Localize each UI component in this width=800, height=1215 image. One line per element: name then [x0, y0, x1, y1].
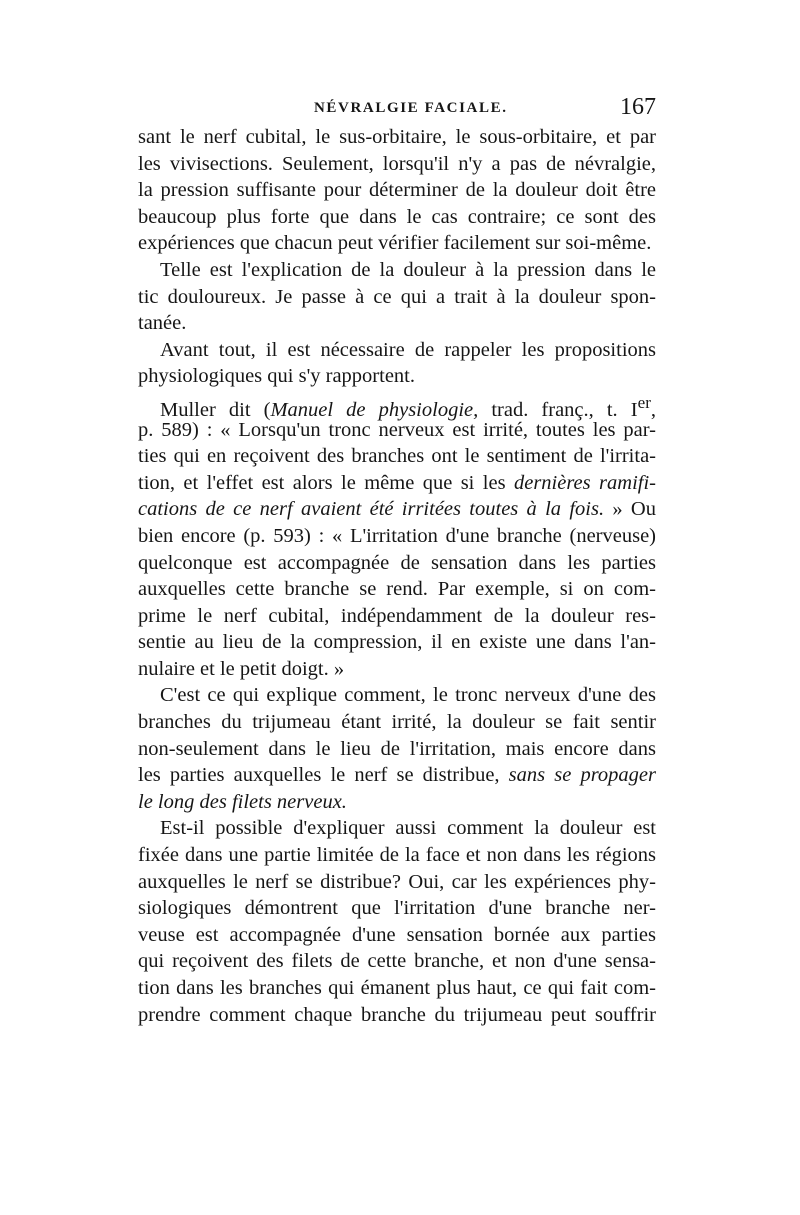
text-line: auxquelles le nerf se distribue? Oui, car les expériences phy- [138, 870, 656, 893]
text-line: quelconque est accompagnée de sensation dans les parties [138, 551, 656, 574]
text-line: auxquelles cette branche se rend. Par exemple, si on com- [138, 578, 656, 601]
emphasis-italic: le long des filets nerveux. [138, 790, 347, 813]
text-line: qui reçoivent des filets de cette branche, et non d'une sensa- [138, 950, 656, 973]
text-line: bien encore (p. 593) : « L'irritation d'une branche (nerveuse) [138, 524, 656, 547]
book-title-italic: Manuel de physiologie, [270, 398, 479, 421]
text-line: beaucoup plus forte que dans le cas contraire; ce sont des [138, 205, 656, 228]
text-line: sant le nerf cubital, le sus-orbitaire, le sous-orbitaire, et par [138, 126, 656, 148]
line-segment: , [650, 398, 657, 421]
text-line: prime le nerf cubital, indépendamment de la douleur res- [138, 604, 656, 627]
running-title: NÉVRALGIE FACIALE. [314, 100, 508, 116]
paragraph-first-line: Telle est l'explication de la douleur à la pression dans le [160, 258, 656, 281]
text-line: prendre comment chaque branche du trijumeau peut souffrir [138, 1003, 656, 1026]
line-segment: Muller dit ( [160, 398, 271, 421]
text-line: branches du trijumeau étant irrité, la douleur se fait sentir [138, 711, 656, 734]
quotation-italic: cations de ce nerf avaient été irritées toutes à la fois. [138, 498, 605, 521]
line-segment: tion, et l'effet est alors le même que si les [138, 471, 514, 494]
text-line: veuse est accompagnée d'une sensation bornée aux parties [138, 923, 656, 946]
paragraph-first-line: Avant tout, il est nécessaire de rappeler les propositions [160, 338, 656, 361]
text-line: ties qui en reçoivent des branches ont le sentiment de l'irrita- [138, 445, 656, 468]
text-line: tanée. [138, 312, 187, 335]
text-line: physiologiques qui s'y rapportent. [138, 365, 416, 388]
text-line: tion dans les branches qui émanent plus haut, ce qui fait com- [138, 977, 656, 999]
text-line: fixée dans une partie limitée de la face et non dans les régions [138, 844, 656, 867]
body-text [138, 124, 656, 1028]
text-line: expériences que chacun peut vérifier facilement sur soi-même. [138, 232, 652, 255]
text-line [138, 762, 656, 789]
text-line [138, 496, 656, 523]
line-segment: trad. franç., t. I [478, 398, 638, 421]
paragraph-first-line [138, 390, 657, 421]
emphasis-italic: sans se propager [508, 764, 656, 787]
page-header [138, 94, 656, 126]
paragraph-first-line: Est-il possible d'expliquer aussi comment la douleur est [160, 817, 656, 840]
page-number: 167 [620, 94, 656, 120]
superscript: er [637, 392, 651, 412]
text-line: les vivisections. Seulement, lorsqu'il n'y a pas de névralgie, [138, 152, 656, 175]
text-line: nulaire et le petit doigt. » [138, 657, 345, 680]
text-line: p. 589) : « Lorsqu'un tronc nerveux est irrité, toutes les par- [138, 418, 656, 441]
text-line: tic douloureux. Je passe à ce qui a trait à la douleur spon- [138, 285, 656, 308]
line-segment: les parties auxquelles le nerf se distribue, [138, 764, 509, 787]
text-line [138, 470, 656, 497]
line-segment: » Ou [604, 498, 656, 521]
text-line: la pression suffisante pour déterminer de la douleur doit être [138, 179, 656, 202]
text-line: siologiques démontrent que l'irritation d'une branche ner- [138, 897, 656, 920]
quotation-italic: dernières ramifi- [513, 471, 656, 494]
paragraph-first-line: C'est ce qui explique comment, le tronc nerveux d'une des [160, 684, 656, 707]
text-line: non-seulement dans le lieu de l'irritation, mais encore dans [138, 737, 656, 760]
text-line: sentie au lieu de la compression, il en existe une dans l'an- [138, 631, 656, 654]
